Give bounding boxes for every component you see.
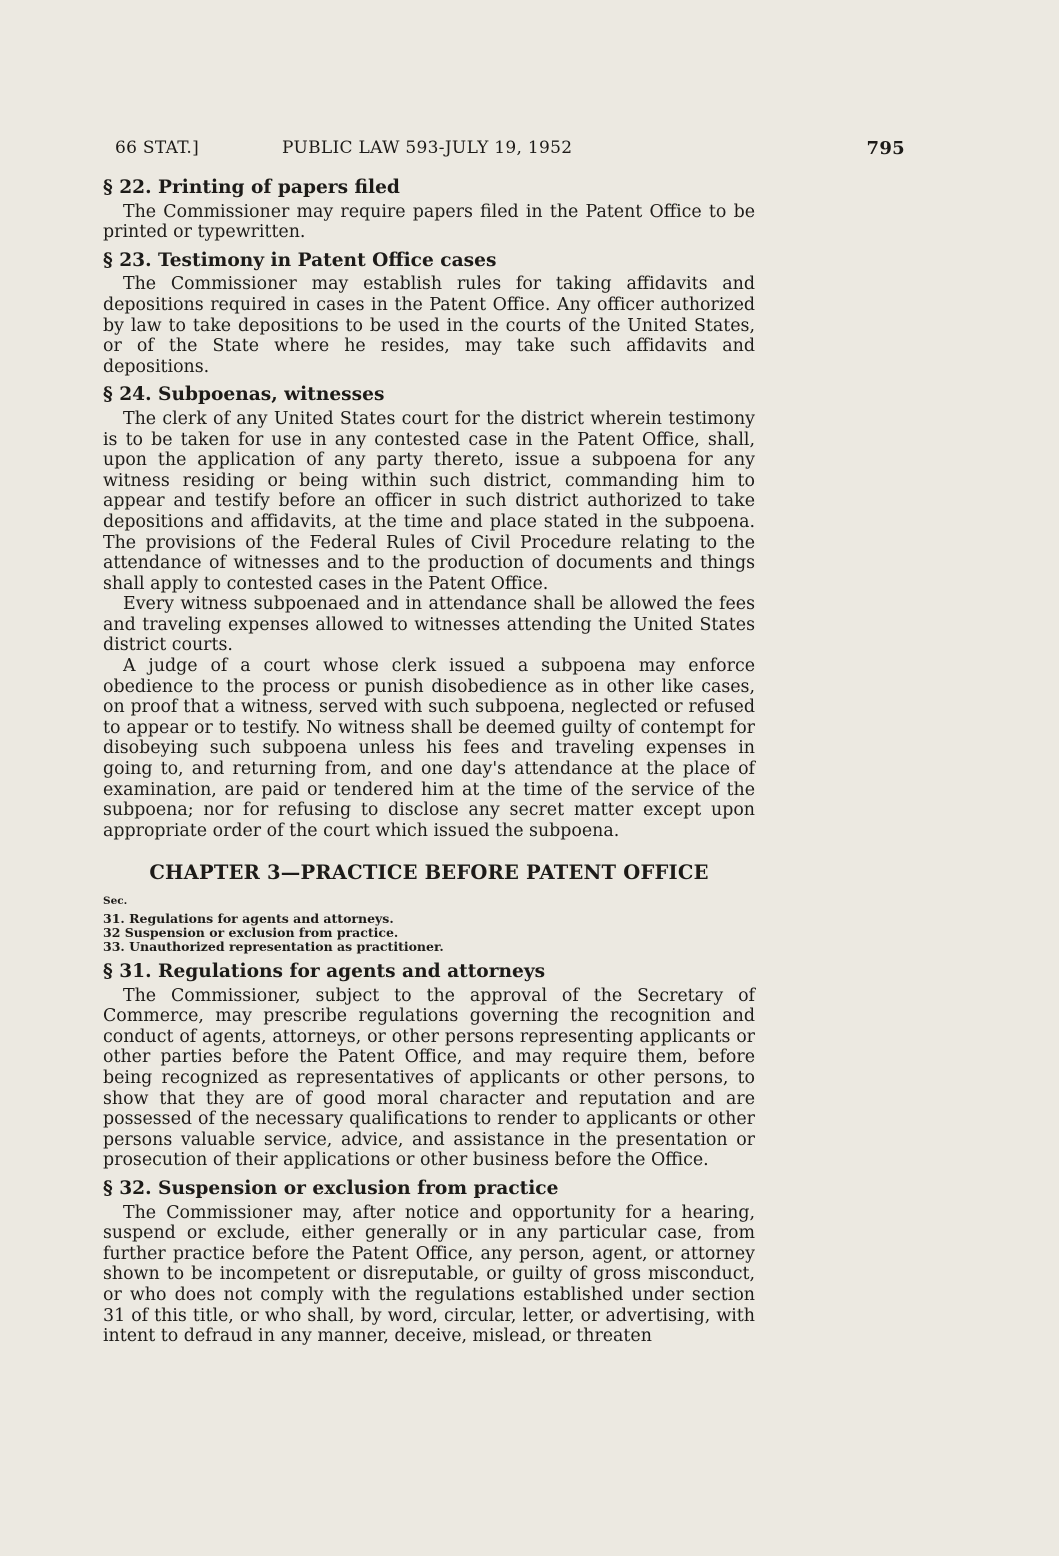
section-paragraph: The Commissioner, subject to the approval of the Secretary of Commerce, may prescribe regulations governing the recognition and conduct of agents, attorneys, or other persons representing applicants or other parties before the Patent Office, and may require them, before being recognized as representatives of applicants or other persons, to show that they are of good moral character and reputation and are possessed of the necessary qualifications to render to applicants or other persons valuable service, advice, and assistance in the presentation or prosecution of their applications or other business before the Office. [103, 985, 755, 1171]
document-body [103, 178, 755, 1347]
section-heading: § 24. Subpoenas, witnesses [103, 384, 385, 406]
page-number: 795 [866, 138, 905, 159]
section-paragraph: The Commissioner may require papers filed in the Patent Office to be printed or typewritten. [103, 201, 755, 243]
chapter-title: CHAPTER 3—PRACTICE BEFORE PATENT OFFICE [149, 861, 709, 885]
section-24 [103, 385, 755, 841]
section-heading: § 23. Testimony in Patent Office cases [103, 249, 497, 271]
contents-entry: 31. Regulations for agents and attorneys. [103, 911, 394, 926]
section-23 [103, 251, 755, 378]
contents-entry: 33. Unauthorized representation as practitioner. [103, 939, 444, 954]
law-title: PUBLIC LAW 593-JULY 19, 1952 [282, 138, 573, 158]
section-paragraph: A judge of a court whose clerk issued a subpoena may enforce obedience to the process or punish disobedience as in other like cases, on proof that a witness, served with such subpoena, neglected or refused to appear or to testify. No witness shall be deemed guilty of contempt for disobeying such subpoena unless his fees and traveling expenses in going to, and returning from, and one day's attendance at the place of examination, are paid or tendered him at the time of the service of the subpoena; nor for refusing to disclose any secret matter except upon appropriate order of the court which issued the subpoena. [103, 656, 755, 841]
running-header [115, 138, 905, 164]
chapter-contents [103, 894, 755, 954]
section-heading: § 22. Printing of papers filed [103, 177, 400, 198]
volume-citation: 66 STAT.] [115, 138, 200, 158]
contents-label: Sec. [103, 895, 128, 907]
section-22 [103, 178, 755, 243]
contents-entry: 32 Suspension or exclusion from practice. [103, 925, 399, 940]
section-31 [103, 962, 755, 1171]
section-32 [103, 1179, 755, 1347]
section-heading: § 31. Regulations for agents and attorneys [103, 961, 546, 982]
section-paragraph: The Commissioner may establish rules for taking affidavits and depositions required in cases in the Patent Office. Any officer authorized by law to take depositions to be used in the courts of the United States, or of the State where he resides, may take such affidavits and depositions. [103, 274, 755, 377]
section-paragraph: The Commissioner may, after notice and opportunity for a hearing, suspend or exclude, either generally or in any particular case, from further practice before the Patent Office, any person, agent, or attorney shown to be incompetent or disreputable, or guilty of gross misconduct, or who does not comply with the regulations established under section 31 of this title, or who shall, by word, circular, letter, or advertising, with intent to defraud in any manner, deceive, mislead, or threaten [103, 1202, 755, 1347]
section-heading: § 32. Suspension or exclusion from practice [103, 1177, 559, 1199]
section-paragraph: Every witness subpoenaed and in attendance shall be allowed the fees and traveling expenses allowed to witnesses attending the United States district courts. [103, 594, 755, 656]
section-paragraph: The clerk of any United States court for the district wherein testimony is to be taken for use in any contested case in the Patent Office, shall, upon the application of any party thereto, issue a subpoena for any witness residing or being within such district, commanding him to appear and testify before an officer in such district authorized to take depositions and affidavits, at the time and place stated in the subpoena. The provisions of the Federal Rules of Civil Procedure relating to the attendance of witnesses and to the production of documents and things shall apply to contested cases in the Patent Office. [103, 408, 755, 594]
